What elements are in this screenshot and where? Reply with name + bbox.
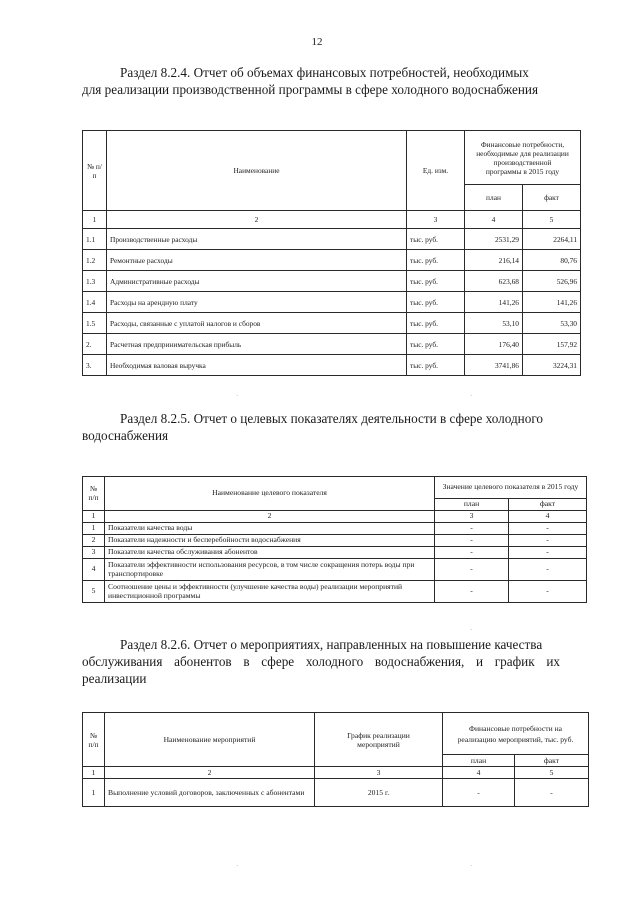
scan-speck: · xyxy=(470,392,473,400)
index-cell: 2 xyxy=(105,767,315,779)
row-plan: 53,10 xyxy=(465,313,523,334)
table-row xyxy=(83,355,581,376)
row-num: 4 xyxy=(83,559,105,581)
section-1-heading xyxy=(82,64,560,98)
index-cell: 4 xyxy=(465,211,523,229)
row-fact: 80,76 xyxy=(523,250,581,271)
row-num: 1.3 xyxy=(83,271,107,292)
section-3-heading-line-3: реализации xyxy=(82,671,147,686)
index-cell: 5 xyxy=(515,767,589,779)
row-plan: - xyxy=(435,535,509,547)
row-name: Показатели качества воды xyxy=(105,523,435,535)
row-num: 1.5 xyxy=(83,313,107,334)
table-row xyxy=(83,271,581,292)
table-row xyxy=(83,334,581,355)
index-cell: 5 xyxy=(523,211,581,229)
index-cell: 4 xyxy=(509,511,587,523)
row-plan: - xyxy=(435,523,509,535)
table-row xyxy=(83,292,581,313)
col-header-fact: факт xyxy=(509,499,587,511)
target-indicators-table xyxy=(82,476,587,603)
row-unit: тыс. руб. xyxy=(407,229,465,250)
scan-speck: · xyxy=(236,392,239,400)
index-cell: 2 xyxy=(107,211,407,229)
row-name: Показатели надежности и бесперебойности водоснабжения xyxy=(105,535,435,547)
row-fact: 526,96 xyxy=(523,271,581,292)
col-header-num: № п/п xyxy=(83,131,107,211)
section-1-heading-line-1: Раздел 8.2.4. Отчет об объемах финансовых потребностей, необходимых xyxy=(120,65,529,80)
row-unit: тыс. руб. xyxy=(407,271,465,292)
page-number: 12 xyxy=(311,36,323,48)
row-plan: - xyxy=(443,779,515,807)
section-3-heading-line-2: обслуживания абонентов в сфере холодного водоснабжения, и график их xyxy=(82,654,560,669)
row-unit: тыс. руб. xyxy=(407,334,465,355)
row-fact: - xyxy=(509,523,587,535)
row-name: Соотношение цены и эффективности (улучшение качества воды) реализации мероприятий инвестиционной программы xyxy=(105,581,435,603)
section-2-heading-line-2: водоснабжения xyxy=(82,428,169,443)
col-header-plan: план xyxy=(435,499,509,511)
activities-table xyxy=(82,712,589,807)
col-header-fact: факт xyxy=(523,185,581,211)
col-header-plan: план xyxy=(465,185,523,211)
scan-speck: · xyxy=(236,862,239,870)
row-num: 3. xyxy=(83,355,107,376)
table-row xyxy=(83,581,587,603)
col-header-num: № п/п xyxy=(83,713,105,767)
section-3-heading xyxy=(82,636,560,687)
col-header-fin-group: Финансовые потребности, необходимые для реализации производственной программы в 2015 году xyxy=(465,131,581,185)
index-cell: 3 xyxy=(407,211,465,229)
row-num: 1 xyxy=(83,779,105,807)
row-fact: - xyxy=(509,559,587,581)
index-cell: 2 xyxy=(105,511,435,523)
row-fact: 2264,11 xyxy=(523,229,581,250)
scan-speck: · xyxy=(470,862,473,870)
row-schedule: 2015 г. xyxy=(315,779,443,807)
row-name: Выполнение условий договоров, заключенных с абонентами xyxy=(105,779,315,807)
index-cell: 1 xyxy=(83,511,105,523)
col-header-fact: факт xyxy=(515,755,589,767)
section-2-heading-line-1: Раздел 8.2.5. Отчет о целевых показателях деятельности в сфере холодного xyxy=(120,411,544,426)
row-name: Расходы на арендную плату xyxy=(107,292,407,313)
financial-needs-table xyxy=(82,130,581,376)
table-row xyxy=(83,250,581,271)
row-unit: тыс. руб. xyxy=(407,313,465,334)
row-name: Показатели качества обслуживания абонентов xyxy=(105,547,435,559)
col-header-name: Наименование xyxy=(107,131,407,211)
col-header-schedule: График реализации мероприятий xyxy=(315,713,443,767)
row-unit: тыс. руб. xyxy=(407,292,465,313)
row-name: Расходы, связанные с уплатой налогов и сборов xyxy=(107,313,407,334)
row-plan: - xyxy=(435,547,509,559)
col-header-fin-group: Финансовые потребности на реализацию мероприятий, тыс. руб. xyxy=(443,713,589,755)
index-row xyxy=(83,211,581,229)
index-row xyxy=(83,767,589,779)
row-plan: 141,26 xyxy=(465,292,523,313)
table-row xyxy=(83,535,587,547)
row-plan: 176,40 xyxy=(465,334,523,355)
index-row xyxy=(83,511,587,523)
row-fact: 141,26 xyxy=(523,292,581,313)
row-plan: - xyxy=(435,581,509,603)
row-fact: 3224,31 xyxy=(523,355,581,376)
row-fact: - xyxy=(509,547,587,559)
table-row xyxy=(83,313,581,334)
row-plan: 623,68 xyxy=(465,271,523,292)
table-row xyxy=(83,559,587,581)
row-plan: - xyxy=(435,559,509,581)
row-num: 5 xyxy=(83,581,105,603)
row-num: 1.1 xyxy=(83,229,107,250)
row-num: 1.4 xyxy=(83,292,107,313)
index-cell: 4 xyxy=(443,767,515,779)
col-header-unit: Ед. изм. xyxy=(407,131,465,211)
row-num: 1.2 xyxy=(83,250,107,271)
row-name: Показатели эффективности использования ресурсов, в том числе сокращения потерь воды при транспортировке xyxy=(105,559,435,581)
row-fact: - xyxy=(509,581,587,603)
col-header-name: Наименование целевого показателя xyxy=(105,477,435,511)
row-name: Производственные расходы xyxy=(107,229,407,250)
row-name: Необходимая валовая выручка xyxy=(107,355,407,376)
row-name: Ремонтные расходы xyxy=(107,250,407,271)
table-row xyxy=(83,229,581,250)
row-unit: тыс. руб. xyxy=(407,250,465,271)
index-cell: 1 xyxy=(83,767,105,779)
row-plan: 2531,29 xyxy=(465,229,523,250)
col-header-num: № п/п xyxy=(83,477,105,511)
row-num: 3 xyxy=(83,547,105,559)
row-fact: - xyxy=(515,779,589,807)
row-num: 2. xyxy=(83,334,107,355)
section-2-heading xyxy=(82,410,560,444)
index-cell: 3 xyxy=(435,511,509,523)
row-fact: - xyxy=(509,535,587,547)
section-1-heading-line-2: для реализации производственной программы в сфере холодного водоснабжения xyxy=(82,82,539,97)
index-cell: 3 xyxy=(315,767,443,779)
row-num: 2 xyxy=(83,535,105,547)
section-3-heading-line-1: Раздел 8.2.6. Отчет о мероприятиях, направленных на повышение качества xyxy=(120,637,543,652)
col-header-value-group: Значение целевого показателя в 2015 году xyxy=(435,477,587,499)
row-num: 1 xyxy=(83,523,105,535)
row-name: Расчетная предпринимательская прибыль xyxy=(107,334,407,355)
row-plan: 3741,86 xyxy=(465,355,523,376)
index-cell: 1 xyxy=(83,211,107,229)
col-header-plan: план xyxy=(443,755,515,767)
table-row xyxy=(83,523,587,535)
table-row xyxy=(83,547,587,559)
row-name: Административные расходы xyxy=(107,271,407,292)
row-fact: 157,92 xyxy=(523,334,581,355)
row-fact: 53,30 xyxy=(523,313,581,334)
row-plan: 216,14 xyxy=(465,250,523,271)
table-row xyxy=(83,779,589,807)
scan-speck: · xyxy=(470,626,473,634)
col-header-name: Наименование мероприятий xyxy=(105,713,315,767)
row-unit: тыс. руб. xyxy=(407,355,465,376)
